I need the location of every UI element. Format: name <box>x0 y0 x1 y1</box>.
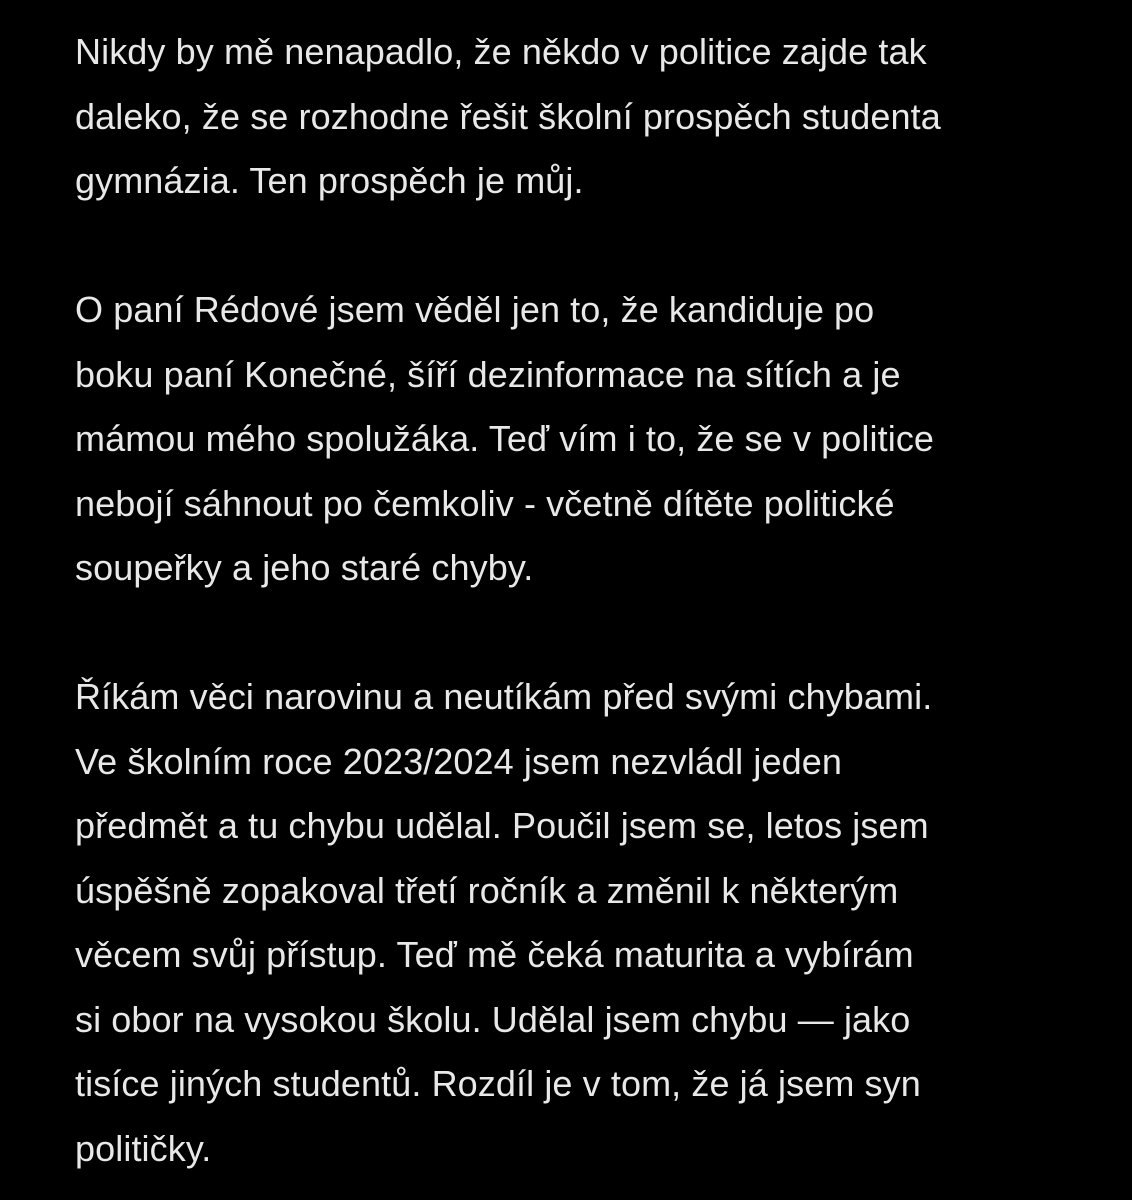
text-line: O paní Rédové jsem věděl jen to, že kandiduje po <box>75 289 875 330</box>
text-line: Nikdy by mě nenapadlo, že někdo v politice zajde tak <box>75 31 927 72</box>
text-line: gymnázia. Ten prospěch je můj. <box>75 160 584 201</box>
text-line: si obor na vysokou školu. Udělal jsem chybu — jako <box>75 998 911 1040</box>
text-line: političky. <box>75 1127 212 1169</box>
text-line: daleko, že se rozhodne řešit školní prospěch studenta <box>75 95 941 137</box>
text-line: tisíce jiných studentů. Rozdíl je v tom, že já jsem syn <box>75 1063 921 1104</box>
text-line: boku paní Konečné, šíří dezinformace na sítích a je <box>75 353 901 395</box>
text-line: věcem svůj přístup. Teď mě čeká maturita a vybírám <box>75 934 914 975</box>
paragraph-1 <box>75 20 1115 214</box>
paragraph-2 <box>75 278 1115 601</box>
text-line: Říkám věci narovinu a neutíkám před svými chybami. <box>75 676 933 717</box>
text-line: soupeřky a jeho staré chyby. <box>75 547 534 588</box>
statement-text <box>75 20 1115 1181</box>
text-line: úspěšně zopakoval třetí ročník a změnil k některým <box>75 869 899 911</box>
text-line: Ve školním roce 2023/2024 jsem nezvládl jeden <box>75 740 842 782</box>
paragraph-3 <box>75 665 1115 1181</box>
text-line: předmět a tu chybu udělal. Poučil jsem se, letos jsem <box>75 805 929 846</box>
text-line: nebojí sáhnout po čemkoliv - včetně dítěte politické <box>75 482 895 524</box>
text-line: mámou mého spolužáka. Teď vím i to, že se v politice <box>75 418 935 459</box>
